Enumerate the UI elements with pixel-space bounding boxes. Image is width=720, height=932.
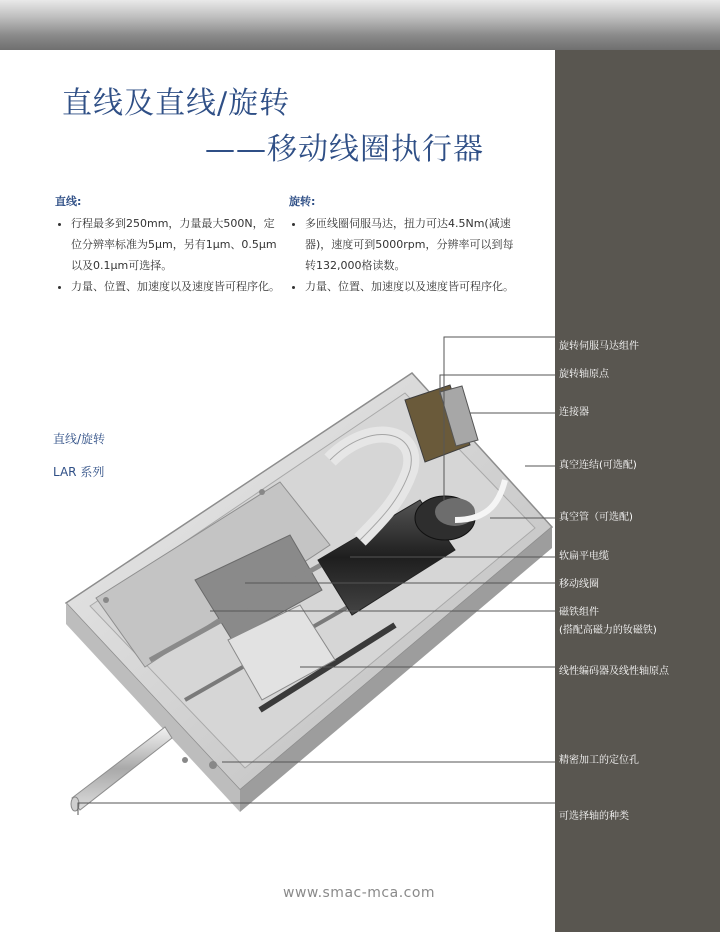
- rotary-heading: 旋转:: [289, 195, 316, 208]
- rotary-bullet: • 力量、位置、加速度以及速度皆可程序化。: [305, 276, 519, 297]
- callout-vacuum-tube: 真空管（可选配): [559, 512, 633, 523]
- linear-heading: 直线:: [55, 195, 82, 208]
- linear-bullet: • 行程最多到250mm，力量最大500N，定位分辨率标准为5μm，另有1μm、0.5μm以及0.1μm可选择。: [71, 213, 285, 276]
- output-shaft: [72, 727, 172, 810]
- locating-hole: [209, 761, 217, 769]
- page-title: 直线及直线/旋转: [62, 86, 291, 121]
- callout-moving-coil: 移动线圈: [559, 579, 599, 590]
- callout-locating-holes: 精密加工的定位孔: [559, 755, 639, 766]
- callout-magnet-assembly: 磁铁组件: [559, 607, 599, 618]
- footer-url[interactable]: www.smac-mca.com: [283, 885, 436, 901]
- rotary-bullet: • 多匝线圈伺服马达，扭力可达4.5Nm(减速器)，速度可到5000rpm，分辨率可以到每转132,000格读数。: [305, 213, 519, 276]
- callout-rotary-servo: 旋转伺服马达组件: [559, 341, 639, 352]
- callout-shaft-options: 可选择轴的种类: [559, 811, 629, 822]
- locating-hole: [103, 597, 109, 603]
- callout-vacuum-fitting: 真空连结(可选配): [559, 460, 637, 471]
- locating-hole: [182, 757, 188, 763]
- series-label: LAR 系列: [53, 465, 105, 479]
- callout-connector: 连接器: [559, 407, 589, 418]
- linear-bullet: • 力量、位置、加速度以及速度皆可程序化。: [71, 276, 285, 297]
- callout-flat-cable: 软扁平电缆: [559, 551, 609, 562]
- locating-hole: [259, 489, 265, 495]
- callout-rotary-home: 旋转轴原点: [559, 369, 609, 380]
- callout-linear-encoder: 线性编码器及线性轴原点: [559, 666, 669, 677]
- page-subtitle: ——移动线圈执行器: [205, 132, 484, 167]
- category-label: 直线/旋转: [53, 432, 106, 446]
- callout-magnet-note: (搭配高磁力的钕磁铁): [559, 625, 657, 636]
